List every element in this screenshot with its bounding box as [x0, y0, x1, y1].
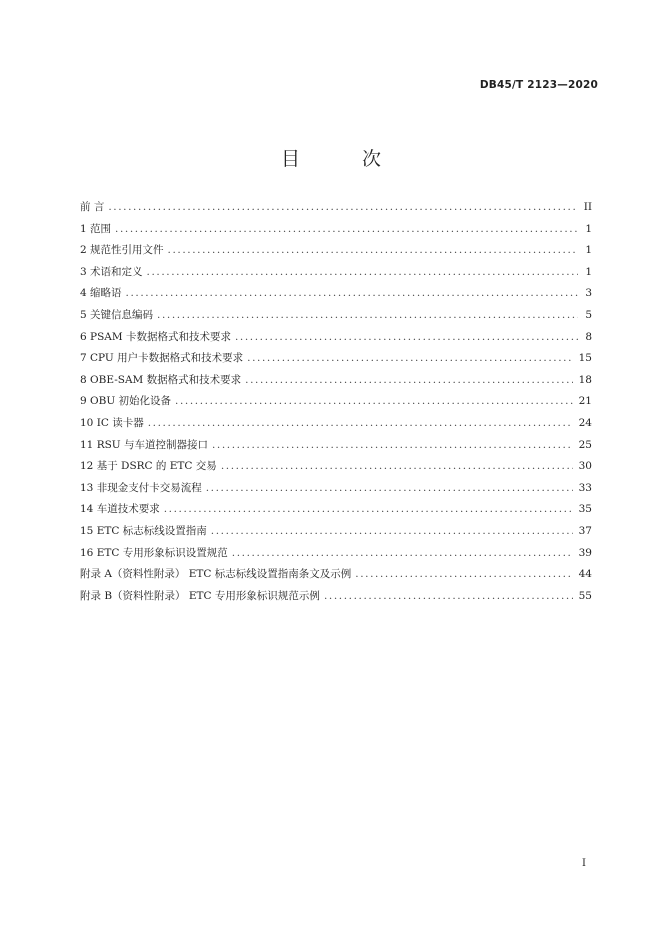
toc-entry-page: 44	[578, 568, 592, 581]
toc-entry[interactable]	[80, 285, 592, 307]
toc-entry[interactable]	[80, 501, 592, 523]
toc-entry[interactable]	[80, 393, 592, 415]
toc-entry-label: 7 CPU 用户卡数据格式和技术要求	[80, 352, 244, 365]
toc-entry-label: 附录 A（资料性附录） ETC 标志标线设置指南条文及示例	[80, 568, 352, 581]
toc-entry-page: 1	[585, 265, 592, 278]
toc-entry-label: 9 OBU 初始化设备	[80, 395, 172, 408]
toc-entry-page: 5	[585, 308, 592, 321]
toc-dot-leader	[247, 352, 573, 364]
toc-entry[interactable]	[80, 242, 592, 264]
toc-entry[interactable]	[80, 437, 592, 459]
toc-dot-leader	[164, 503, 573, 515]
toc-entry-page: 3	[585, 287, 592, 300]
toc-dot-leader	[147, 266, 578, 278]
toc-dot-leader	[355, 568, 572, 580]
toc-entry[interactable]	[80, 566, 592, 588]
toc-dot-leader	[168, 244, 578, 256]
toc-entry[interactable]	[80, 480, 592, 502]
toc-dot-leader	[235, 331, 578, 343]
toc-dot-leader	[115, 223, 578, 235]
toc-entry-label: 10 IC 读卡器	[80, 416, 144, 429]
toc-entry-label: 前 言	[80, 201, 105, 213]
toc-entry-label: 16 ETC 专用形象标识设置规范	[80, 546, 228, 559]
toc-dot-leader	[245, 374, 573, 386]
toc-entry-page: 30	[578, 460, 592, 473]
toc-entry[interactable]	[80, 199, 592, 221]
toc-entry-page: 37	[578, 524, 592, 537]
toc-entry-label: 5 关键信息编码	[80, 308, 154, 321]
toc-entry[interactable]	[80, 415, 592, 437]
toc-entry-page: 24	[578, 416, 592, 429]
toc-entry-label: 2 规范性引用文件	[80, 244, 164, 257]
toc-entry-label: 6 PSAM 卡数据格式和技术要求	[80, 330, 231, 343]
toc-entry-label: 12 基于 DSRC 的 ETC 交易	[80, 460, 217, 473]
toc-entry-page: 25	[578, 438, 592, 451]
toc-entry[interactable]	[80, 307, 592, 329]
toc-entry[interactable]	[80, 588, 592, 610]
toc-entry-page: 8	[585, 330, 592, 343]
toc-dot-leader	[175, 395, 573, 407]
toc-dot-leader	[324, 590, 573, 602]
toc-dot-leader	[211, 525, 573, 537]
toc-entry-page: 55	[578, 589, 592, 602]
toc-entry-page: 33	[578, 481, 592, 494]
toc-entry-label: 14 车道技术要求	[80, 503, 160, 516]
page-number: I	[582, 858, 586, 869]
toc-entry-page: 18	[578, 373, 592, 386]
toc-entry[interactable]	[80, 329, 592, 351]
toc-entry[interactable]	[80, 221, 592, 243]
toc-dot-leader	[148, 417, 573, 429]
toc-entry-label: 13 非现金支付卡交易流程	[80, 481, 202, 494]
toc-dot-leader	[212, 439, 573, 451]
toc-entry-page: 39	[578, 546, 592, 559]
toc-entry-page: II	[583, 201, 592, 213]
toc-entry[interactable]	[80, 458, 592, 480]
toc-entry[interactable]	[80, 372, 592, 394]
toc-dot-leader	[157, 309, 578, 321]
page-title: 目 次	[280, 148, 410, 170]
document-code: DB45/T 2123—2020	[479, 79, 598, 91]
toc-entry-page: 21	[578, 395, 592, 408]
table-of-contents	[80, 199, 592, 609]
toc-entry-label: 15 ETC 标志标线设置指南	[80, 524, 207, 537]
toc-dot-leader	[221, 460, 573, 472]
toc-dot-leader	[206, 482, 573, 494]
toc-entry[interactable]	[80, 523, 592, 545]
toc-entry-page: 1	[585, 244, 592, 257]
toc-dot-leader	[232, 547, 573, 559]
toc-entry[interactable]	[80, 264, 592, 286]
toc-entry-page: 1	[585, 222, 592, 235]
toc-dot-leader	[126, 287, 578, 299]
toc-entry-label: 1 范围	[80, 222, 112, 235]
toc-entry-label: 11 RSU 与车道控制器接口	[80, 438, 208, 451]
toc-entry-label: 8 OBE-SAM 数据格式和技术要求	[80, 373, 242, 386]
toc-entry-page: 15	[578, 352, 592, 365]
toc-dot-leader	[108, 201, 577, 213]
toc-entry[interactable]	[80, 350, 592, 372]
toc-entry-page: 35	[578, 503, 592, 516]
toc-entry-label: 4 缩略语	[80, 287, 122, 300]
toc-entry-label: 3 术语和定义	[80, 265, 143, 278]
toc-entry[interactable]	[80, 545, 592, 567]
toc-entry-label: 附录 B（资料性附录） ETC 专用形象标识规范示例	[80, 589, 320, 602]
